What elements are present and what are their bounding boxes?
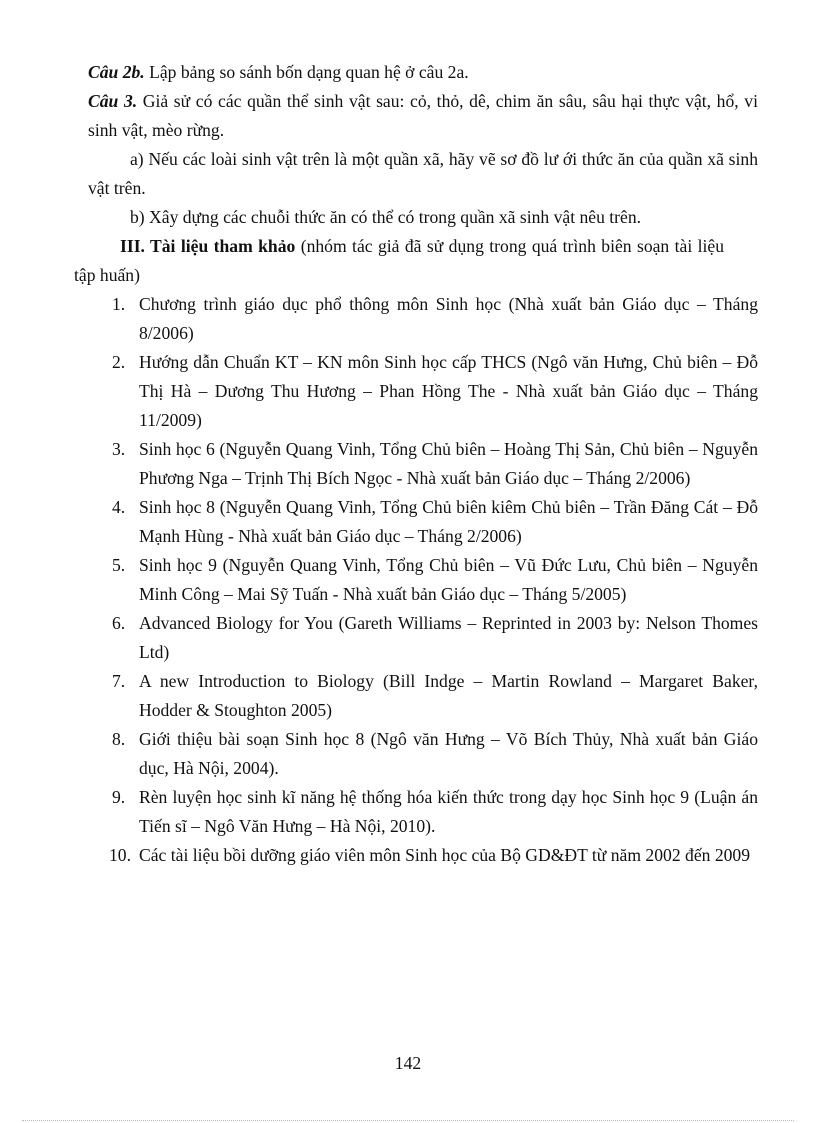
reference-text: Các tài liệu bồi dưỡng giáo viên môn Sinh học của Bộ GD&ĐT từ năm 2002 đến 2009 <box>139 845 751 865</box>
reference-item <box>88 348 758 435</box>
reference-text: Sinh học 8 (Nguyễn Quang Vinh, Tổng Chủ biên kiêm Chủ biên – Trần Đăng Cát – Đỗ Mạnh Hùng - Nhà xuất bản Giáo dục – Tháng 2/2006) <box>139 497 758 546</box>
reference-number: 8. <box>112 729 126 749</box>
question-2b-text: Lập bảng so sánh bốn dạng quan hệ ở câu 2a. <box>144 62 469 82</box>
question-3 <box>88 87 758 145</box>
reference-item <box>88 841 758 870</box>
reference-number: 6. <box>112 613 126 633</box>
page-bottom-divider <box>22 1120 794 1121</box>
reference-number: 7. <box>112 671 126 691</box>
reference-number: 4. <box>112 497 126 517</box>
reference-item <box>88 667 758 725</box>
question-3-part-a: a) Nếu các loài sinh vật trên là một quần xã, hãy vẽ sơ đồ lư ới thức ăn của quần xã sinh vật trên. <box>88 149 758 198</box>
reference-text: Hướng dẫn Chuẩn KT – KN môn Sinh học cấp THCS (Ngô văn Hưng, Chủ biên – Đỗ Thị Hà – Dương Thu Hương – Phan Hồng The - Nhà xuất bản Giáo dục – Tháng 11/2009) <box>139 352 758 430</box>
section-iii-title: III. Tài liệu tham khảo <box>120 236 296 256</box>
reference-number: 3. <box>112 439 126 459</box>
question-3-label: Câu 3. <box>88 91 138 111</box>
section-iii-heading <box>74 232 724 290</box>
reference-item <box>88 725 758 783</box>
reference-item <box>88 783 758 841</box>
reference-item <box>88 609 758 667</box>
reference-number: 9. <box>112 787 126 807</box>
reference-number: 5. <box>112 555 126 575</box>
page-number: 142 <box>394 1053 422 1073</box>
reference-item <box>88 290 758 348</box>
question-3-part-b: b) Xây dựng các chuỗi thức ăn có thể có trong quần xã sinh vật nêu trên. <box>130 207 642 227</box>
reference-number: 2. <box>112 352 126 372</box>
reference-item <box>88 493 758 551</box>
reference-number: 1. <box>112 294 126 314</box>
reference-text: Chương trình giáo dục phổ thông môn Sinh học (Nhà xuất bản Giáo dục – Tháng 8/2006) <box>139 294 758 343</box>
reference-list <box>88 290 758 870</box>
reference-text: Sinh học 6 (Nguyễn Quang Vinh, Tổng Chủ biên – Hoàng Thị Sản, Chủ biên – Nguyễn Phương Nga – Trịnh Thị Bích Ngọc - Nhà xuất bản Giáo dục – Tháng 2/2006) <box>139 439 758 488</box>
section-iii-note: (nhóm tác giả đã sử dụng trong quá trình biên soạn tài liệu tập huấn) <box>74 236 724 285</box>
reference-text: A new Introduction to Biology (Bill Indge – Martin Rowland – Margaret Baker, Hodder & Stoughton 2005) <box>139 671 758 720</box>
page-body <box>74 58 758 870</box>
reference-item <box>88 435 758 493</box>
reference-text: Sinh học 9 (Nguyễn Quang Vinh, Tổng Chủ biên – Vũ Đức Lưu, Chủ biên – Nguyễn Minh Công – Mai Sỹ Tuấn - Nhà xuất bản Giáo dục – Tháng 5/2005) <box>139 555 758 604</box>
reference-item <box>88 551 758 609</box>
question-2b-label: Câu 2b. <box>88 62 145 82</box>
reference-text: Advanced Biology for You (Gareth Williams – Reprinted in 2003 by: Nelson Thomes Ltd) <box>139 613 758 662</box>
reference-text: Rèn luyện học sinh kĩ năng hệ thống hóa kiến thức trong dạy học Sinh học 9 (Luận án Tiến sĩ – Ngô Văn Hưng – Hà Nội, 2010). <box>139 787 758 836</box>
reference-number: 10. <box>109 845 131 865</box>
reference-text: Giới thiệu bài soạn Sinh học 8 (Ngô văn Hưng – Võ Bích Thủy, Nhà xuất bản Giáo dục, Hà Nội, 2004). <box>139 729 758 778</box>
question-2b <box>88 58 758 87</box>
question-3-text: Giả sử có các quần thể sinh vật sau: cỏ, thỏ, dê, chim ăn sâu, sâu hại thực vật, hổ, vi sinh vật, mèo rừng. <box>88 91 758 140</box>
